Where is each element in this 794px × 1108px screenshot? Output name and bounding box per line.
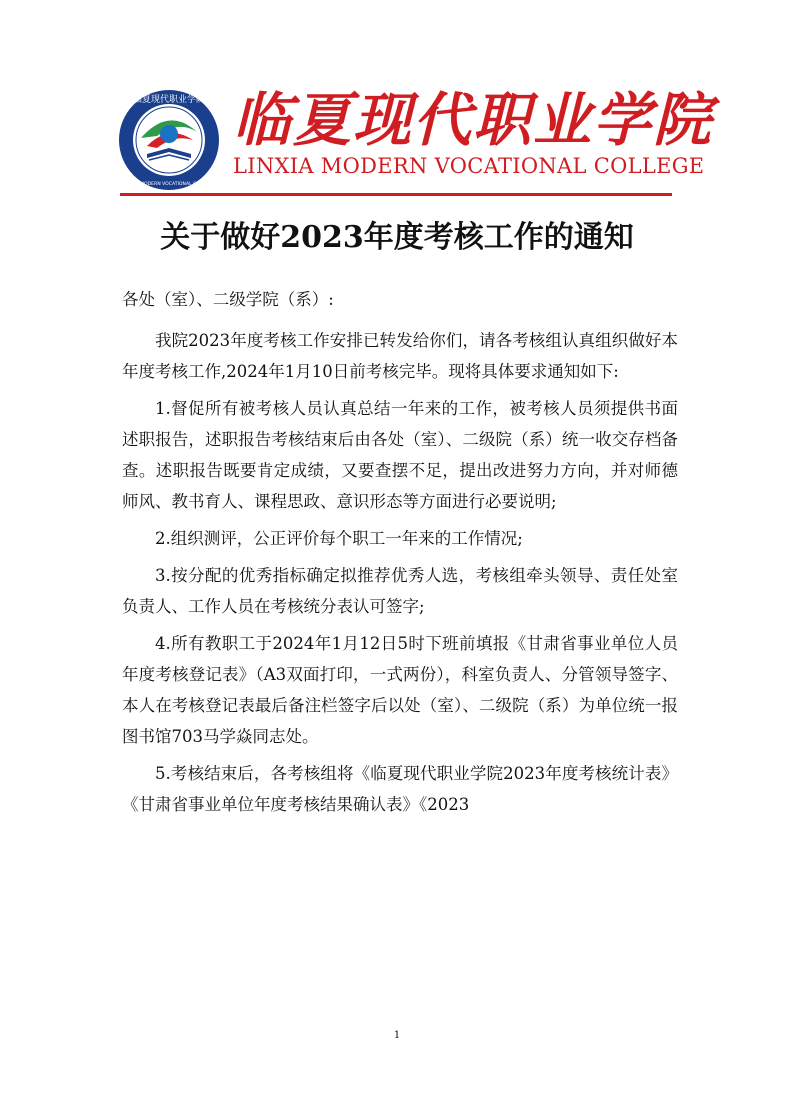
paragraph-item-3: 3.按分配的优秀指标确定拟推荐优秀人选，考核组牵头领导、责任处室负责人、工作人员在考核统分表认可签字; [122,566,678,616]
paragraph-item-2: 2.组织测评，公正评价每个职工一年来的工作情况; [155,529,523,548]
college-logo [117,88,221,192]
document-body [122,284,678,826]
svg-text:临夏现代职业学院: 临夏现代职业学院 [132,95,206,105]
page-number: 1 [393,1030,401,1041]
paragraph-intro: 我院2023年度考核工作安排已转发给你们，请各考核组认真组织做好本年度考核工作,2024年1月10日前考核完毕。现将具体要求通知如下: [122,331,678,381]
school-name-english: LINXIA MODERN VOCATIONAL COLLEGE [233,154,705,178]
paragraph-item-5: 5.考核结束后，各考核组将《临夏现代职业学院2023年度考核统计表》《甘肃省事业单位年度考核结果确认表》《2023 [122,764,678,814]
header-divider [120,193,672,196]
document-title: 关于做好2023年度考核工作的通知 [160,220,634,255]
svg-text:LINXIA MODERN VOCATIONAL COLLE: LINXIA MODERN VOCATIONAL COLLEGE [123,182,215,187]
paragraph-item-4: 4.所有教职工于2024年1月12日5时下班前填报《甘肃省事业单位人员年度考核登记表》（A3双面打印，一式两份），科室负责人、分管领导签字、本人在考核登记表最后备注栏签字后以处（室）、二级院（系）为单位统一报图书馆703马学焱同志处。 [122,634,678,746]
paragraph-item-1: 1.督促所有被考核人员认真总结一年来的工作，被考核人员须提供书面述职报告，述职报告考核结束后由各处（室）、二级院（系）统一收交存档备查。述职报告既要肯定成绩，又要查摆不足，提出改进努力方向，并对师德师风、教书育人、课程思政、意识形态等方面进行必要说明; [122,399,678,511]
school-name-chinese: 临夏现代职业学院 [233,86,714,154]
salutation: 各处（室）、二级学院（系）: [122,290,334,309]
